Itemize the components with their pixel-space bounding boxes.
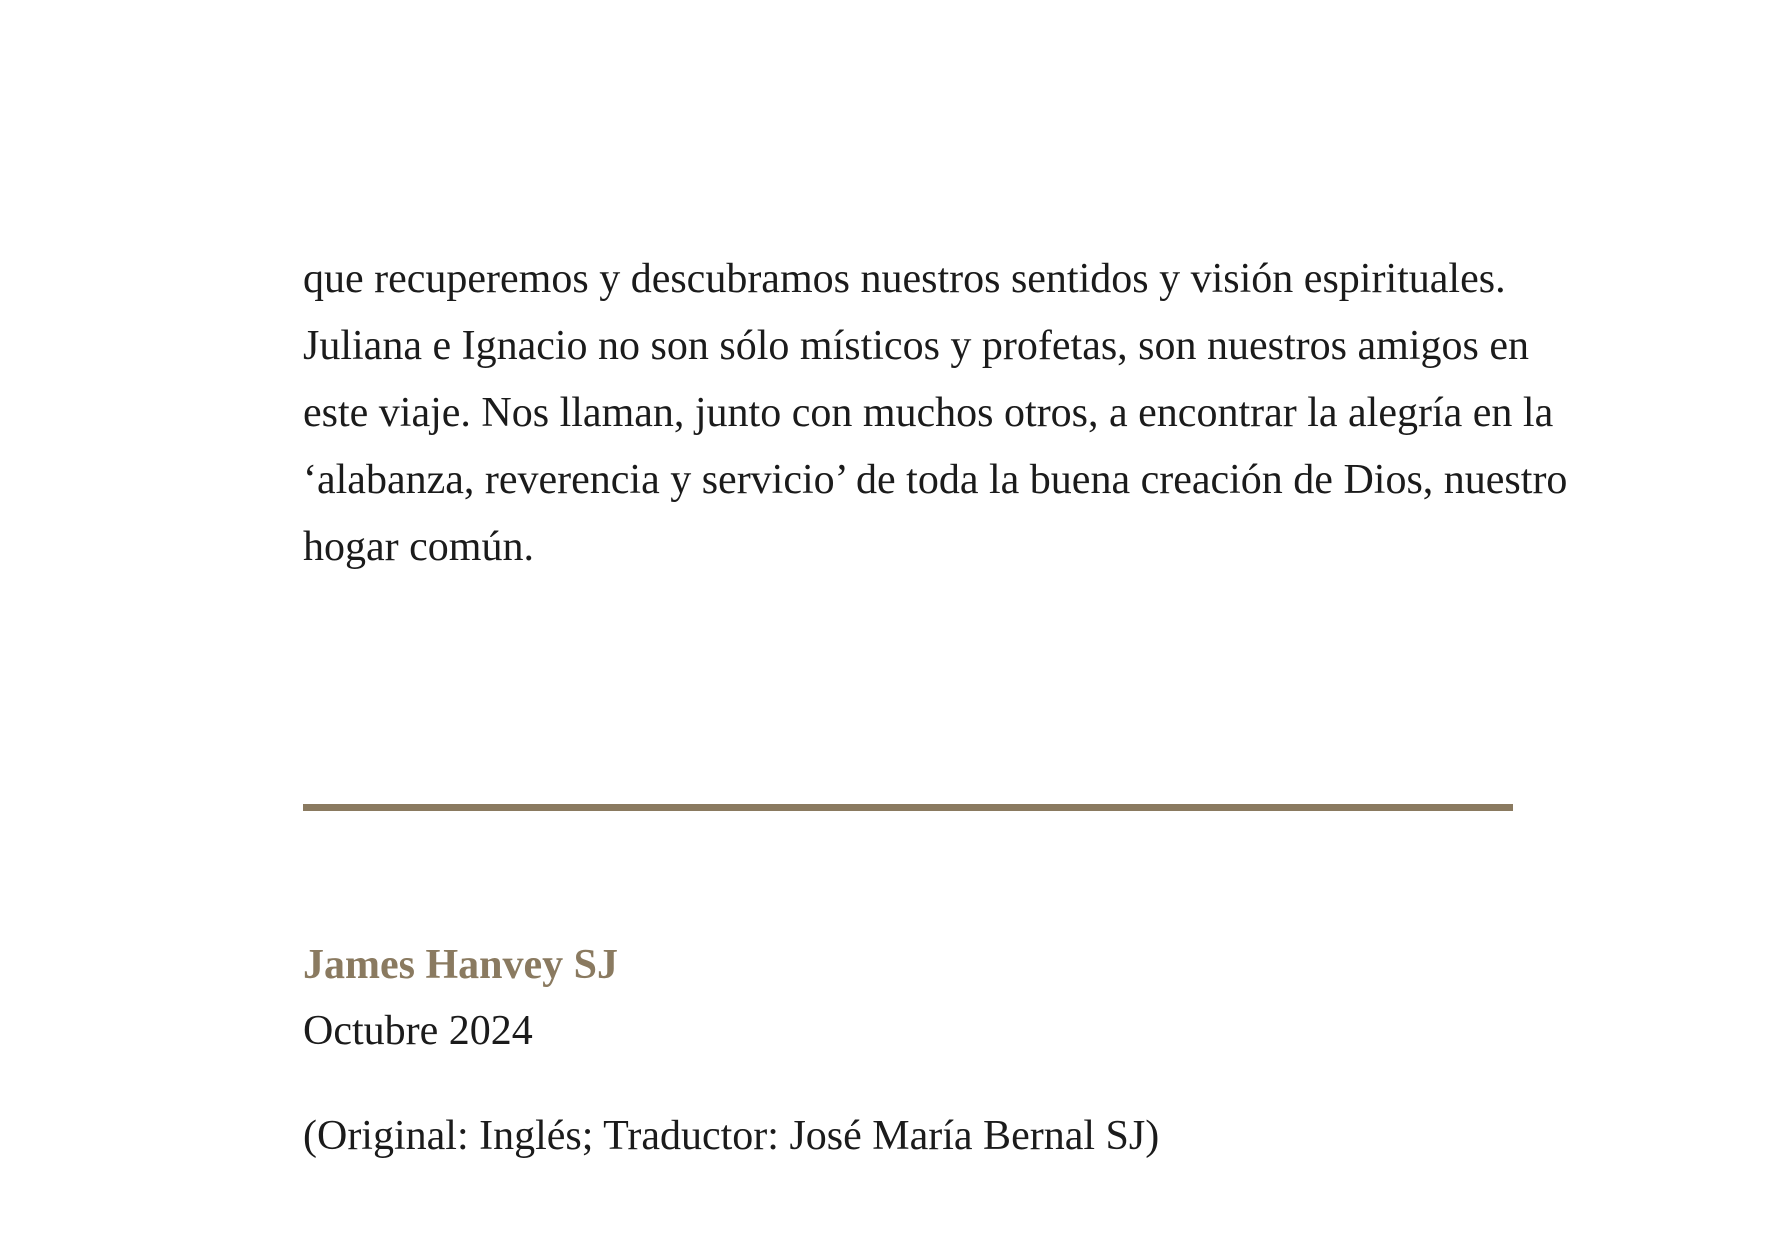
- body-paragraph: [303, 246, 1568, 581]
- paragraph-line: que recuperemos y descubramos nuestros sentidos y visión espirituales.: [303, 256, 1506, 302]
- paragraph-line: este viaje. Nos llaman, junto con muchos otros, a encontrar la alegría en la: [303, 390, 1554, 436]
- section-divider: [303, 804, 1513, 811]
- publication-date: Octubre 2024: [303, 1008, 533, 1054]
- paragraph-line: ‘alabanza, reverencia y servicio’ de toda la buena creación de Dios, nuestro: [303, 457, 1568, 503]
- paragraph-line: hogar común.: [303, 524, 534, 570]
- paragraph-line: Juliana e Ignacio no son sólo místicos y profetas, son nuestros amigos en: [303, 323, 1529, 369]
- author-name: James Hanvey SJ: [303, 942, 618, 988]
- translation-note: (Original: Inglés; Traductor: José María Bernal SJ): [303, 1113, 1160, 1159]
